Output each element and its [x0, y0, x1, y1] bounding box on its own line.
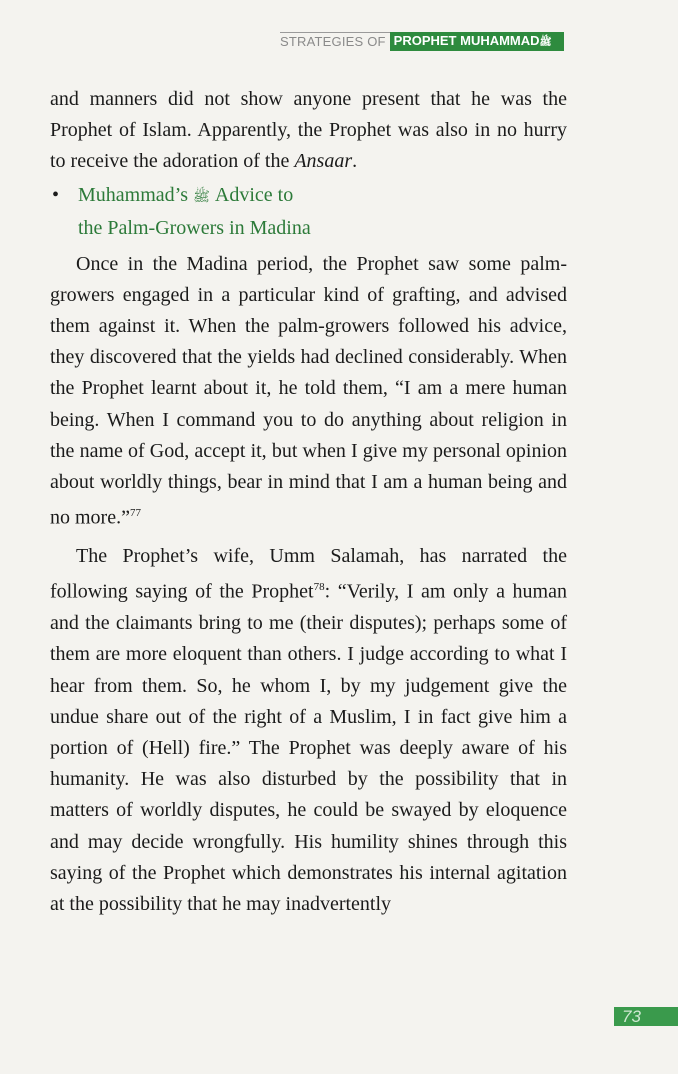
running-header-right [390, 32, 564, 51]
footnote-ref: 78 [313, 581, 325, 594]
running-header [280, 32, 564, 50]
heading-part: Muhammad’s [78, 183, 193, 206]
salutation-mark: ﷺ [193, 189, 210, 205]
salutation-mark: ﷺ [539, 37, 552, 48]
paragraph-text: : “Verily, I am only a human and the claimants bring to me (their disputes); perhaps some of them are more eloquent than others. I judge according to what I hear from them. So, he whom I, by my judgement give the undue share out of the right of a Muslim, I in fact give him a portion of (Hell) fire.” The Prophet was deeply aware of his humanity. He was also disturbed by the possibility that in matters of worldly disputes, he could be swayed by eloquence and may decide wrongfully. His humility shines through this saying of the Prophet which demonstrates his internal agitation at the possibility that he may inadvertently [50, 580, 567, 915]
section-heading-text [78, 180, 311, 243]
paragraph-continued [50, 84, 567, 178]
bullet-icon: • [52, 183, 60, 206]
paragraph-end: . [352, 150, 358, 173]
paragraph-text: The Prophet’s wife, Umm Salamah, has narrated the following saying of the Prophet [50, 545, 567, 603]
heading-part: Advice to [209, 183, 294, 206]
page-number: 73 [614, 1007, 678, 1026]
page-body [50, 84, 567, 920]
running-header-title: PROPHET MUHAMMAD [393, 33, 540, 48]
running-header-left: STRATEGIES OF [280, 34, 386, 49]
paragraph-text: and manners did not show anyone present that he was the Prophet of Islam. Apparently, the Prophet was also in no hurry to receive the adoration of the [50, 88, 567, 173]
paragraph [50, 249, 567, 534]
paragraph-text: Once in the Madina period, the Prophet saw some palm-growers engaged in a particular kind of grafting, and advised them against it. When the palm-growers followed his advice, they discovered that the yields had declined considerably. When the Prophet learnt about it, he told them, “I am a mere human being. When I command you to do anything about religion in the name of God, accept it, but when I give my personal opinion about worldly things, bear in mind that I am a human being and no more.” [50, 252, 567, 529]
footnote-ref: 77 [129, 507, 141, 520]
section-heading [50, 180, 567, 243]
italic-term: Ansaar [294, 150, 353, 173]
paragraph [50, 541, 567, 920]
heading-part: the Palm-Growers in Madina [78, 216, 311, 239]
